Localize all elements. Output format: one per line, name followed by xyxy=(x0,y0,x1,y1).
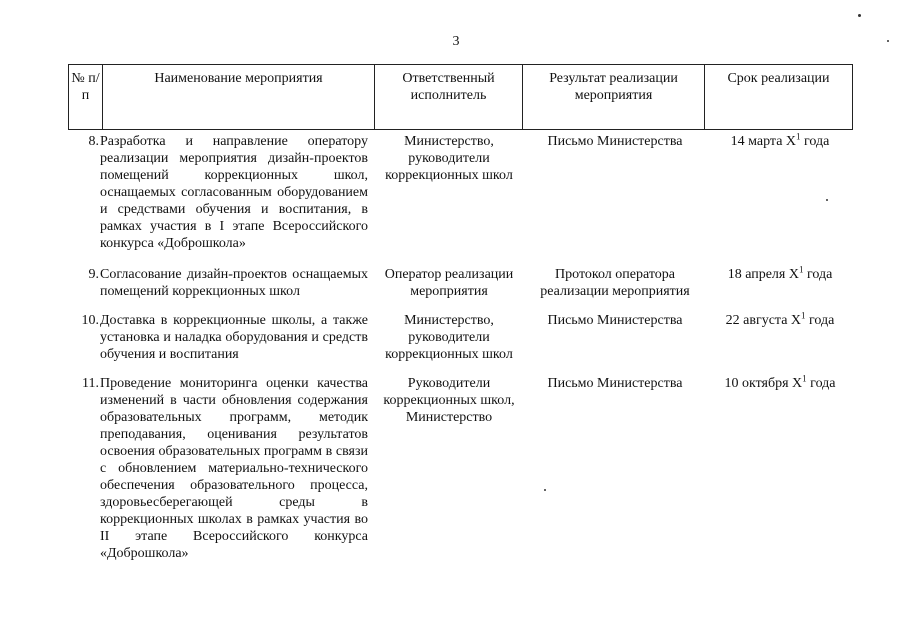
row-responsible: Министерство, руководители коррекционных школ xyxy=(385,313,513,362)
row-event-name: Согласование дизайн-проектов оснащаемых помещений коррекционных школ xyxy=(100,267,368,299)
header-event-name: Наименование мероприятия xyxy=(103,65,375,130)
scan-speck xyxy=(887,40,889,42)
header-responsible: Ответственный исполнитель xyxy=(375,65,523,130)
scan-speck xyxy=(826,199,828,201)
page-number: 3 xyxy=(452,34,460,49)
row-responsible: Руководители коррекционных школ, Министерство xyxy=(383,376,515,425)
table-header xyxy=(68,64,853,130)
row-event-name: Доставка в коррекционные школы, а также установка и наладка оборудования и средств обучения и воспитания xyxy=(100,313,368,362)
row-result: Письмо Министерства xyxy=(547,134,683,149)
header-number: № п/п xyxy=(69,65,103,130)
scan-speck xyxy=(858,14,861,17)
row-number: 11. xyxy=(82,376,99,391)
scan-speck xyxy=(544,489,546,491)
header-term: Срок реализации xyxy=(705,65,853,130)
row-responsible: Министерство, руководители коррекционных школ xyxy=(385,134,513,183)
row-term: 22 августа $Х^1$ года xyxy=(725,310,835,328)
row-number: 9. xyxy=(88,267,99,282)
row-term: 10 октября $Х^1$ года xyxy=(724,373,836,391)
header-result: Результат реализации мероприятия xyxy=(523,65,705,130)
row-responsible: Оператор реализации мероприятия xyxy=(384,267,514,299)
row-result: Письмо Министерства xyxy=(547,376,683,391)
row-result: Протокол оператора реализации мероприятия xyxy=(540,267,690,299)
row-number: 8. xyxy=(88,134,99,149)
row-term: 18 апреля $Х^1$ года xyxy=(727,264,833,282)
row-event-name: Разработка и направление оператору реализации мероприятия дизайн-проектов помещений коррекционных школ, оснащаемых согласованным оборудованием и средствами обучения и воспитания, в рамках участия в I этапе Всероссийского конкурса «Доброшкола» xyxy=(100,134,368,251)
row-event-name: Проведение мониторинга оценки качества изменений в части обновления содержания образовательных программ, методик преподавания, оценивания результатов освоения образовательных программ в связи с обновлением материально-технического обеспечения образовательного процесса, здоровьесберегающей среды в коррекционных школах в рамках участия во II этапе Всероссийского конкурса «Доброшкола» xyxy=(100,376,368,561)
row-number: 10. xyxy=(81,313,99,328)
row-term: 14 марта $Х^1$ года xyxy=(730,131,830,149)
row-result: Письмо Министерства xyxy=(547,313,683,328)
